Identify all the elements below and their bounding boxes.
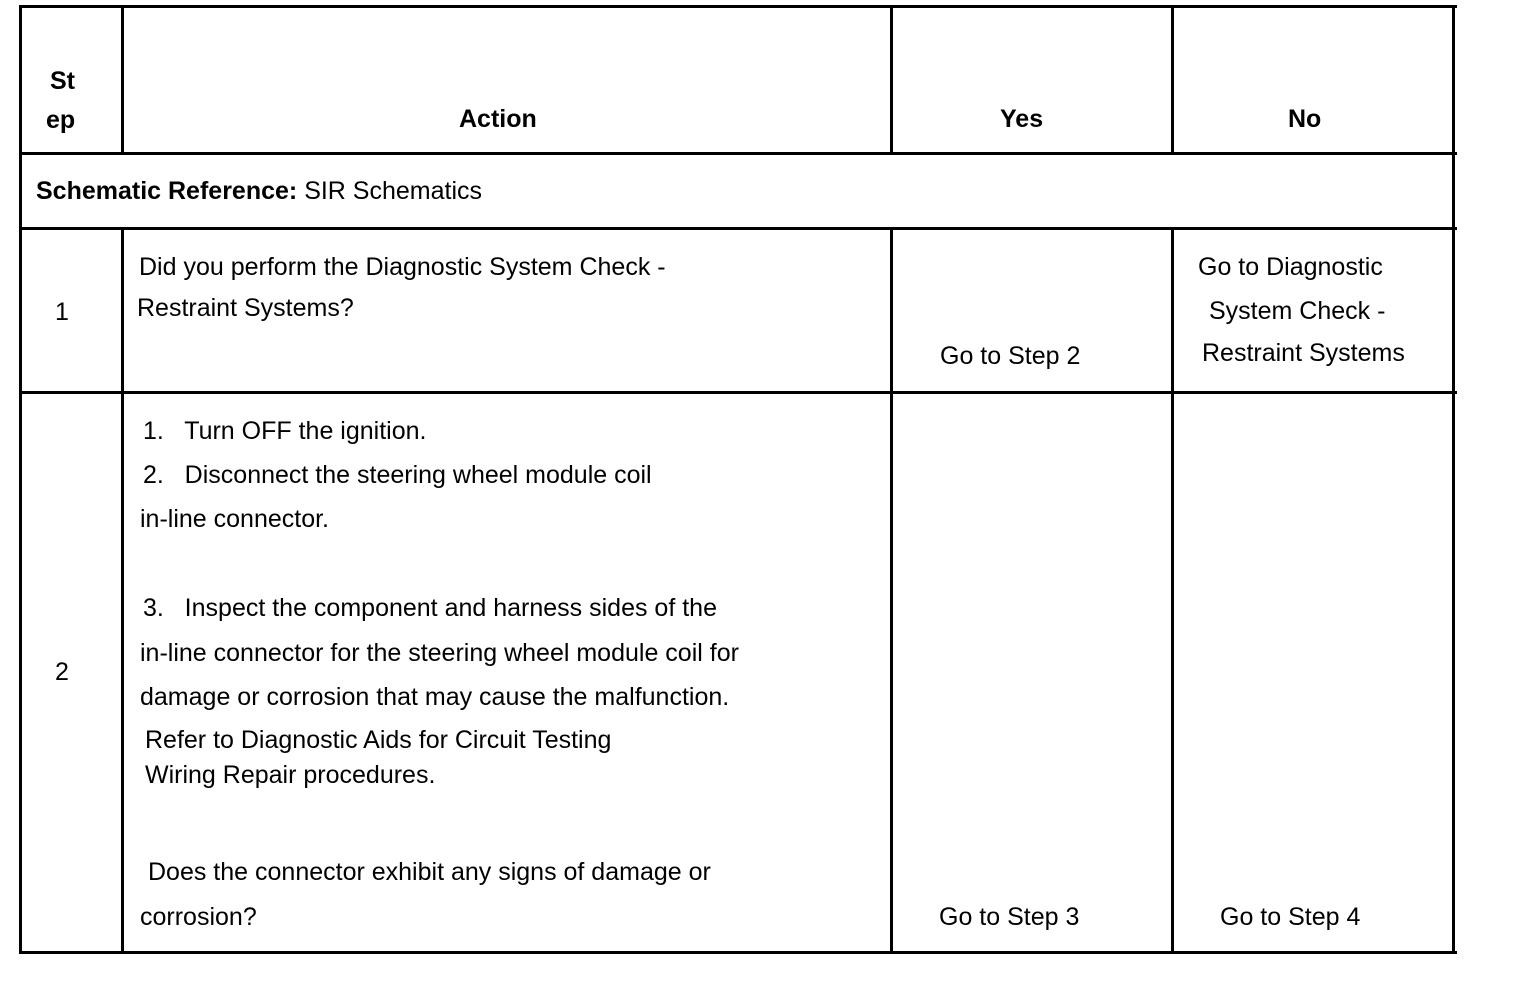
row2-action-line: Wiring Repair procedures. <box>145 761 436 789</box>
schematic-label: Schematic Reference: <box>36 177 298 205</box>
row2-action-line: Does the connector exhibit any signs of damage or <box>148 858 711 886</box>
row2-action-line: in-line connector for the steering wheel module coil for <box>140 639 739 667</box>
schematic-value: SIR Schematics <box>304 177 483 205</box>
header-yes: Yes <box>1000 105 1044 133</box>
row1-step: 1 <box>55 298 69 326</box>
rule-top <box>19 5 1457 8</box>
header-step-line1: St <box>50 67 75 95</box>
row1-yes: Go to Step 2 <box>940 342 1081 370</box>
rule-col-action <box>890 227 893 954</box>
rule-col-step <box>121 227 124 954</box>
rule-row1-bottom <box>19 391 1457 394</box>
rule-col-step <box>121 5 124 155</box>
row2-yes: Go to Step 3 <box>939 903 1080 931</box>
header-action: Action <box>459 105 537 133</box>
rule-header-bottom <box>19 152 1457 155</box>
row1-no-line: Restraint Systems <box>1202 339 1405 367</box>
row2-action-line: damage or corrosion that may cause the malfunction. <box>140 683 730 711</box>
row2-action-line: in-line connector. <box>140 505 330 533</box>
row2-action-line: 2. Disconnect the steering wheel module coil <box>143 461 652 489</box>
rule-schematic-bottom <box>19 227 1457 230</box>
header-no: No <box>1288 105 1322 133</box>
rule-col-yes <box>1171 5 1174 155</box>
row2-action-line: 1. Turn OFF the ignition. <box>143 417 427 445</box>
row2-action-line: 3. Inspect the component and harness sides of the <box>143 594 717 622</box>
row1-action-line: Did you perform the Diagnostic System Check - <box>139 253 666 281</box>
rule-bottom <box>19 951 1457 954</box>
row1-action-line: Restraint Systems? <box>137 294 354 322</box>
row1-no-line: System Check - <box>1209 297 1386 325</box>
row2-action-line: corrosion? <box>140 903 257 931</box>
row2-step: 2 <box>55 658 69 686</box>
row1-no-line: Go to Diagnostic <box>1198 253 1383 281</box>
schematic-reference <box>36 179 482 204</box>
rule-left <box>19 5 22 954</box>
rule-col-yes <box>1171 227 1174 954</box>
rule-col-action <box>890 5 893 155</box>
row2-no: Go to Step 4 <box>1220 903 1361 931</box>
rule-right <box>1452 5 1455 954</box>
header-step-line2: ep <box>46 106 76 134</box>
row2-action-line: Refer to Diagnostic Aids for Circuit Testing <box>145 726 612 754</box>
